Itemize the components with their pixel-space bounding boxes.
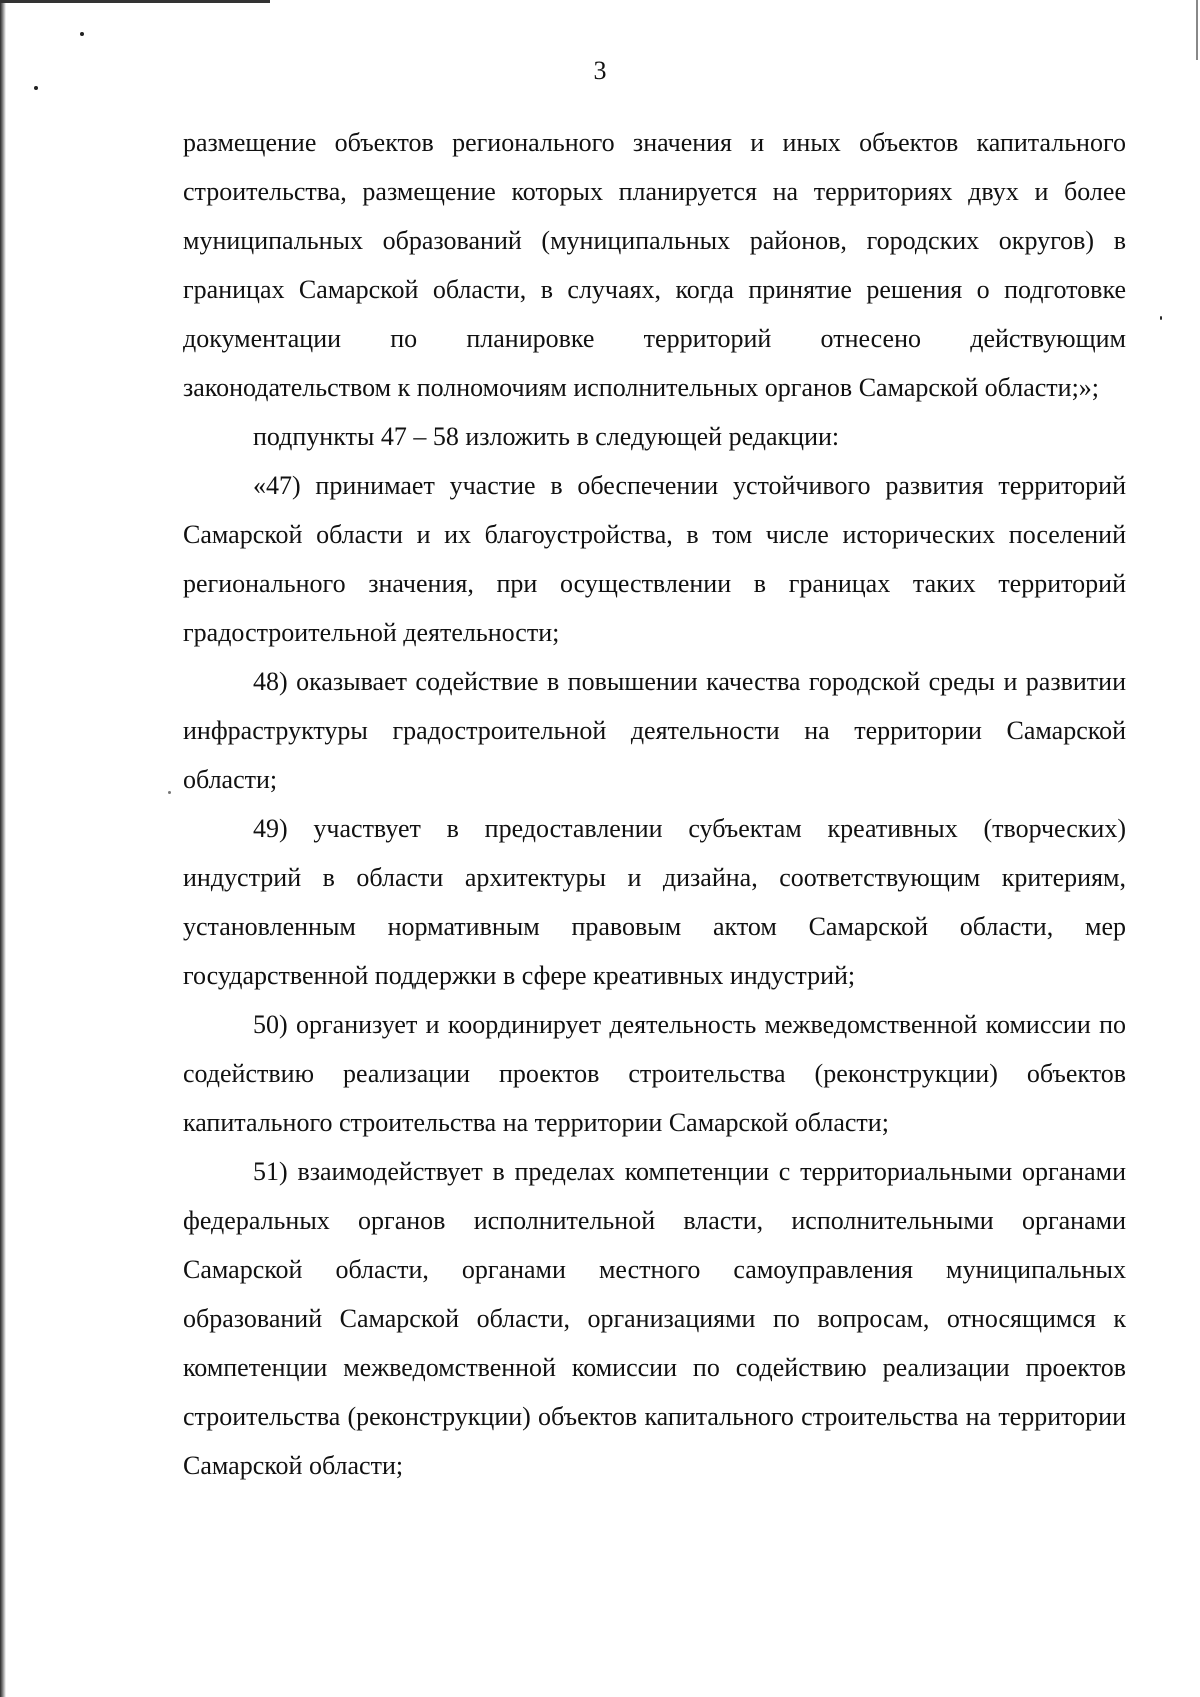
paragraph: подпункты 47 – 58 изложить в следующей редакции: <box>253 422 840 451</box>
paragraph: размещение объектов регионального значения и иных объектов капитального строительства, размещение которых планируется на территориях двух и более муниципальных образований (муниципальных районов, городских округов) в границах Самарской области, в случаях, когда принятие решения о подготовке документации по планировке территорий отнесено действующим законодательством к полномочиям исполнительных органов Самарской области;»; <box>183 128 1126 402</box>
document-body <box>183 118 1126 1490</box>
page-number: 3 <box>593 56 607 85</box>
scan-speck <box>80 32 84 36</box>
scan-edge-left <box>0 0 6 1697</box>
scan-edge-top <box>0 0 270 3</box>
scan-speck <box>34 86 38 90</box>
paragraph: 51) взаимодействует в пределах компетенции с территориальными органами федеральных органов исполнительной власти, исполнительными органами Самарской области, органами местного самоуправления муниципальных образований Самарской области, организациями по вопросам, относящимся к компетенции межведомственной комиссии по содействию реализации проектов строительства (реконструкции) объектов капитального строительства на территории Самарской области; <box>183 1157 1126 1480</box>
scan-edge-right <box>1196 0 1198 60</box>
paragraph: 48) оказывает содействие в повышении качества городской среды и развитии инфраструктуры градостроительной деятельности на территории Самарской области; <box>183 667 1126 794</box>
paragraph: 50) организует и координирует деятельность межведомственной комиссии по содействию реализации проектов строительства (реконструкции) объектов капитального строительства на территории Самарской области; <box>183 1010 1126 1137</box>
paragraph: 49) участвует в предоставлении субъектам креативных (творческих) индустрий в области архитектуры и дизайна, соответствующим критериям, установленным нормативным правовым актом Самарской области, мер государственной поддержки в сфере креативных индустрий; <box>183 814 1126 990</box>
paragraph: «47) принимает участие в обеспечении устойчивого развития территорий Самарской области и их благоустройства, в том числе исторических поселений регионального значения, при осуществлении в границах таких территорий градостроительной деятельности; <box>183 471 1126 647</box>
scan-speck <box>168 791 171 794</box>
scan-speck <box>1160 316 1162 320</box>
